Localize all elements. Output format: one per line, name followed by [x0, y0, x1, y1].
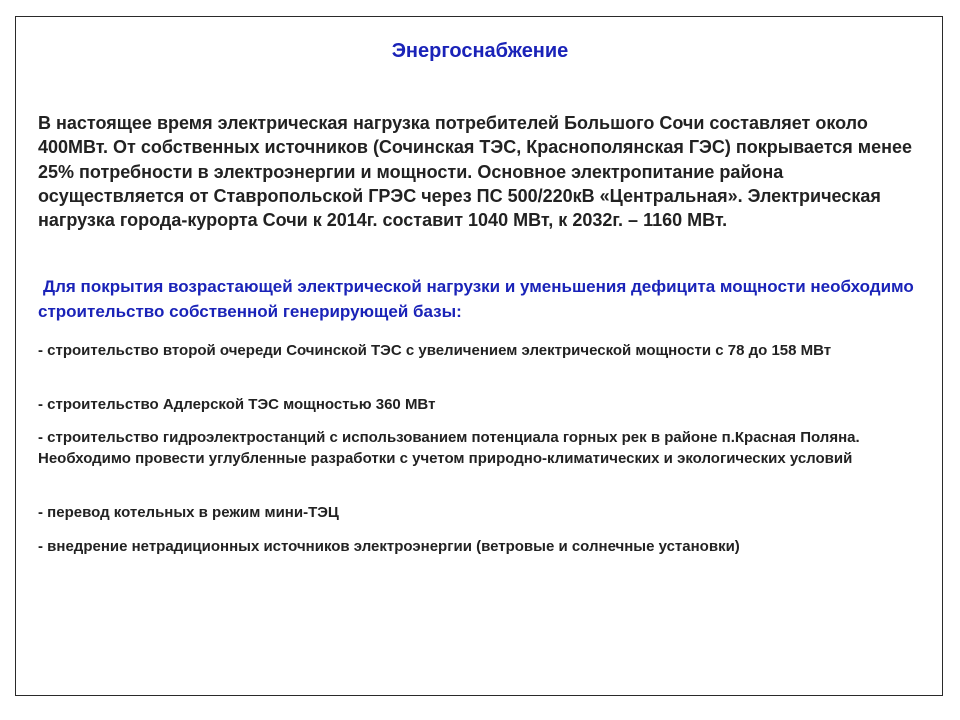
bullet-text: строительство гидроэлектростанций с использованием потенциала горных рек в районе п.Красная Поляна. Необходимо провести углубленные разработки с учетом природно-климатических и экологических условий — [38, 429, 860, 467]
bullet-dash: - — [38, 504, 48, 521]
bullet-dash: - — [38, 538, 48, 555]
bullet-text: внедрение нетрадиционных источников электроэнергии (ветровые и солнечные установки) — [47, 538, 740, 555]
list-item — [38, 395, 922, 416]
list-item — [38, 503, 922, 524]
list-item — [38, 428, 922, 469]
need-text: Для покрытия возрастающей электрической нагрузки и уменьшения дефицита мощности необходимо строительство собственной генерирующей базы: — [38, 277, 914, 321]
need-paragraph — [38, 274, 922, 324]
bullet-text: перевод котельных в режим мини-ТЭЦ — [47, 504, 339, 521]
slide-title: Энергоснабжение — [391, 40, 569, 62]
bullet-text: строительство второй очереди Сочинской ТЭС с увеличением электрической мощности с 78 до 158 МВт — [47, 342, 832, 359]
intro-paragraph: В настоящее время электрическая нагрузка потребителей Большого Сочи составляет около 400МВт. От собственных источников (Сочинская ТЭС, Краснополянская ГЭС) покрывается менее 25% потребности в электроэнергии и мощности. Основное электропитание района осуществляется от Ставропольской ГРЭС через ПС 500/220кВ «Центральная». Электрическая нагрузка города-курорта Сочи к 2014г. составит 1040 МВт, к 2032г. – 1160 МВт. — [38, 113, 913, 231]
list-item — [38, 537, 922, 558]
bullet-dash: - — [38, 429, 48, 446]
list-item — [38, 341, 922, 362]
bullet-dash: - — [38, 396, 48, 413]
bullet-text: строительство Адлерской ТЭС мощностью 360 МВт — [47, 396, 436, 413]
bullet-dash: - — [38, 342, 48, 359]
